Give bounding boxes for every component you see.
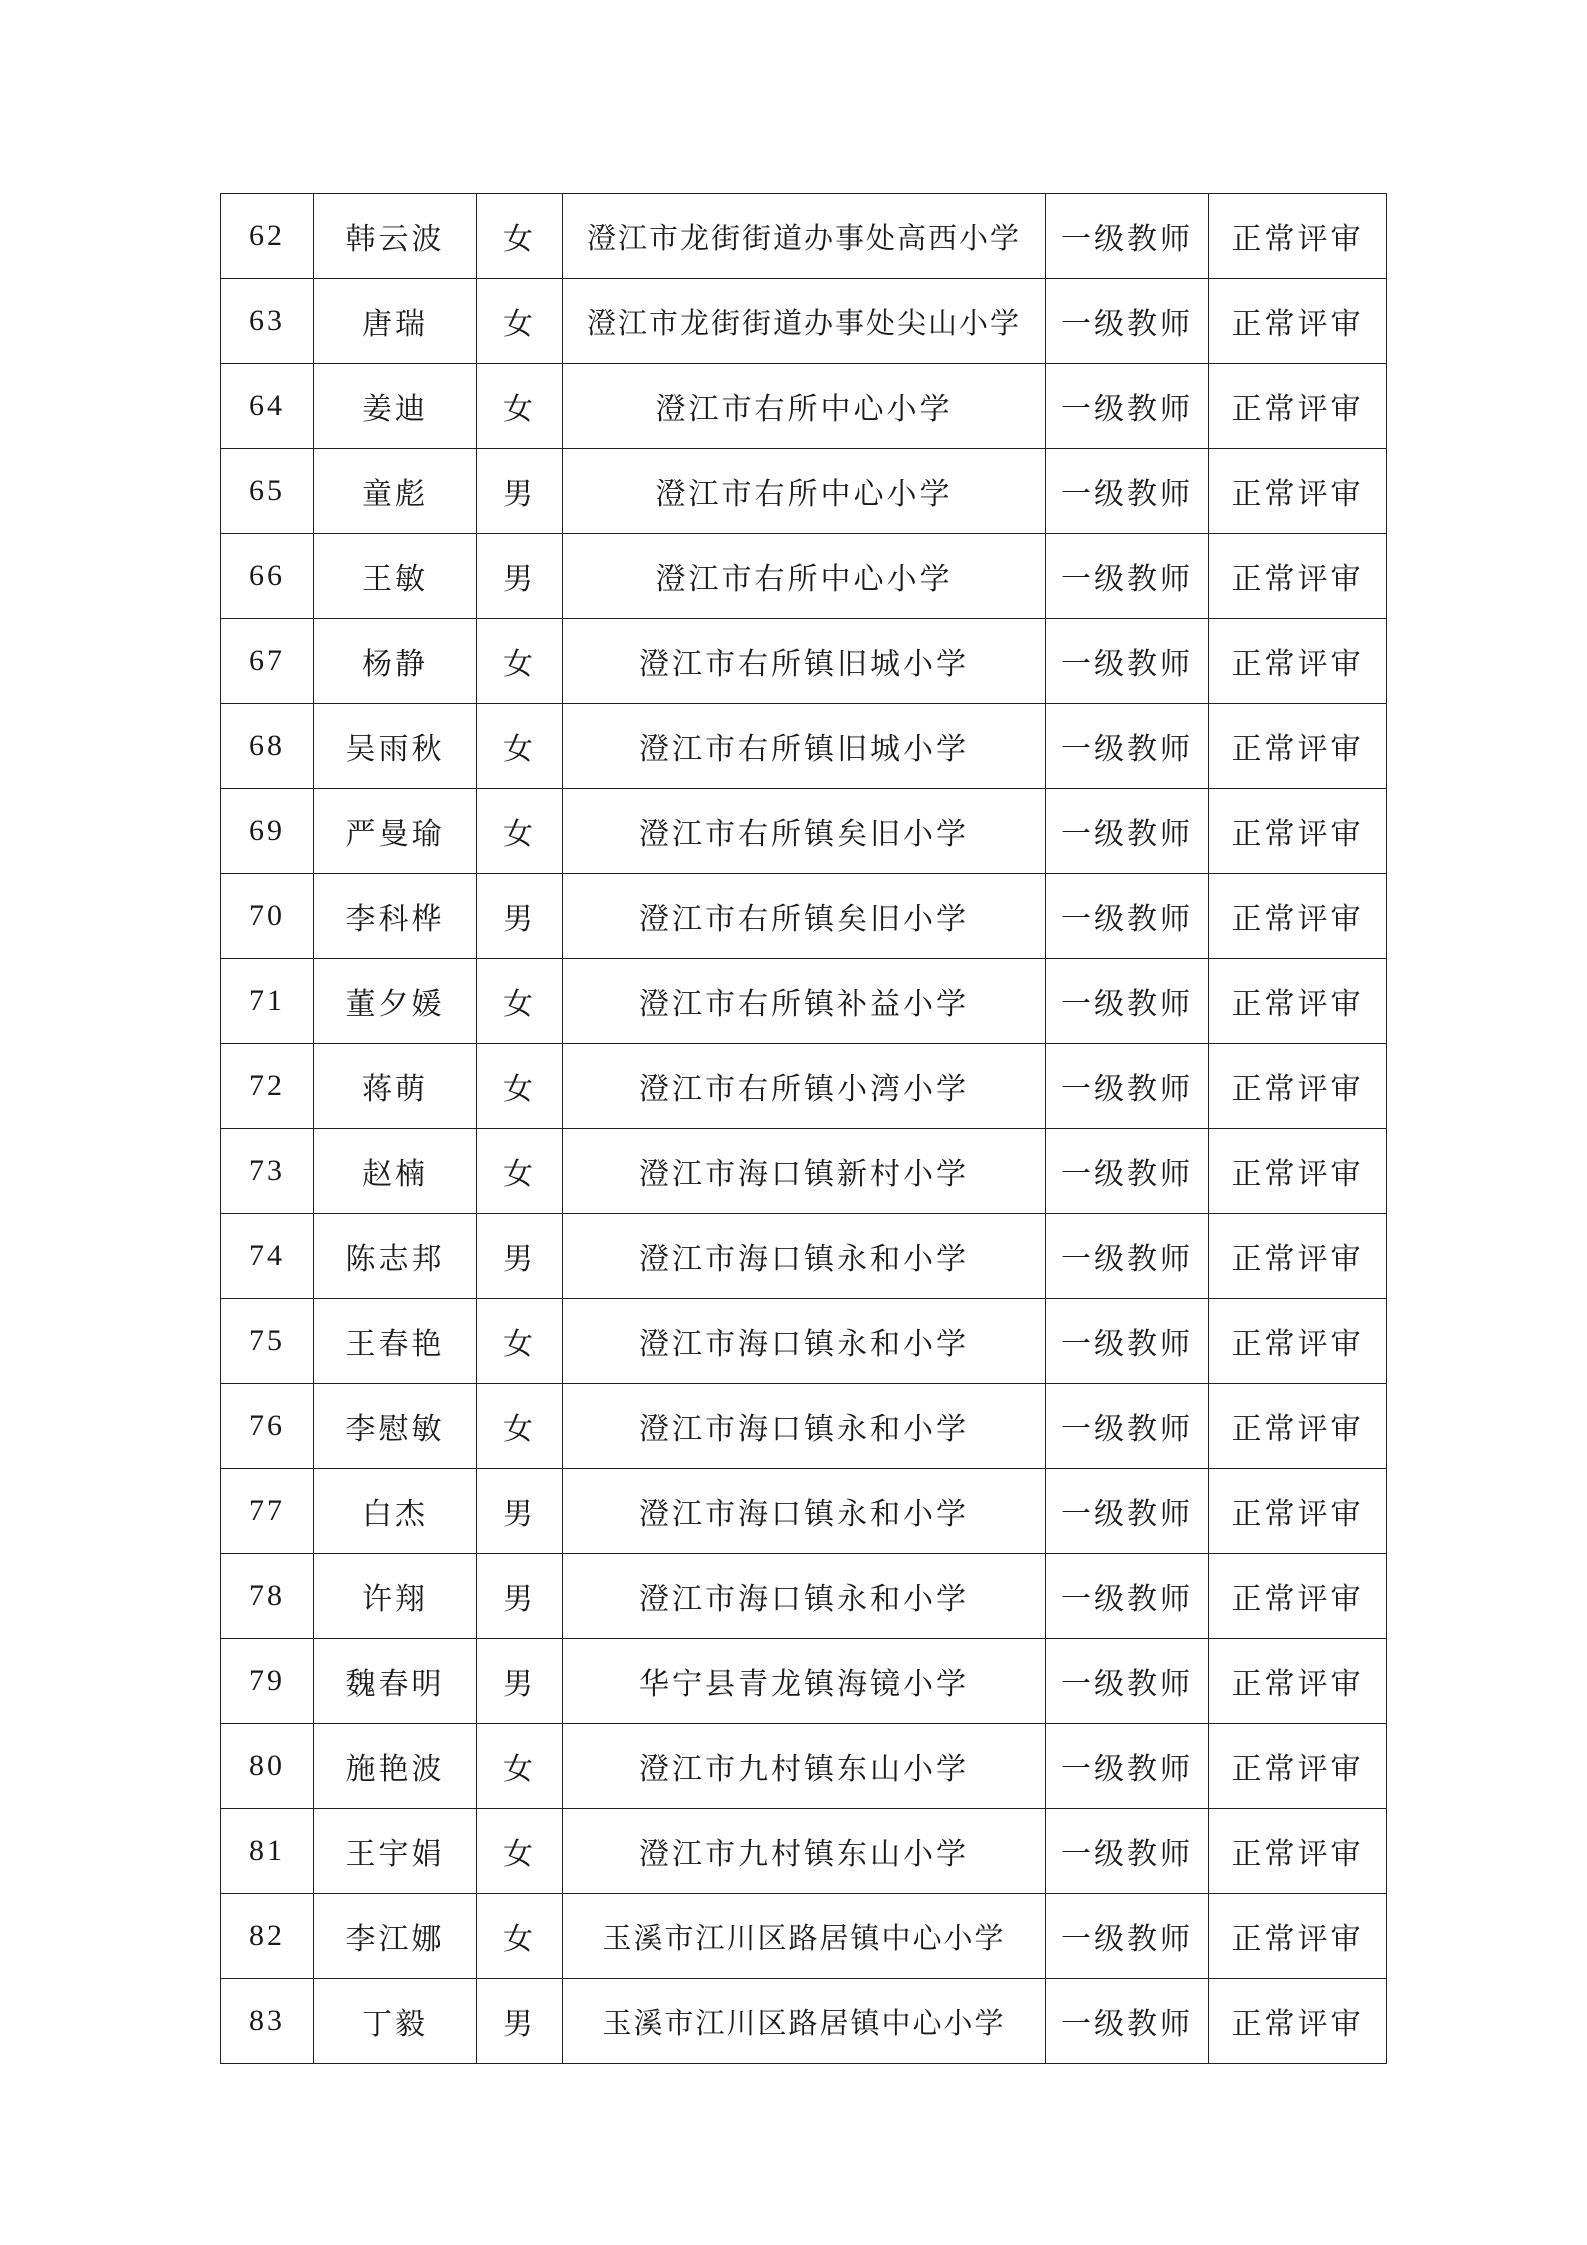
table-row (221, 1214, 1387, 1299)
table-row (221, 1639, 1387, 1724)
teacher-name: 王宇娟 (314, 1809, 477, 1894)
school-name: 澄江市海口镇新村小学 (563, 1129, 1046, 1214)
school-name: 澄江市龙街街道办事处尖山小学 (563, 279, 1046, 364)
teacher-gender: 女 (477, 279, 563, 364)
professional-title: 一级教师 (1046, 1979, 1209, 2064)
teacher-name: 赵楠 (314, 1129, 477, 1214)
row-number: 74 (221, 1214, 314, 1299)
review-status: 正常评审 (1209, 1299, 1387, 1384)
teacher-name: 童彪 (314, 449, 477, 534)
teacher-name: 吴雨秋 (314, 704, 477, 789)
row-number: 80 (221, 1724, 314, 1809)
review-status: 正常评审 (1209, 1554, 1387, 1639)
teacher-gender: 女 (477, 194, 563, 279)
table-row (221, 364, 1387, 449)
professional-title: 一级教师 (1046, 449, 1209, 534)
teacher-gender: 女 (477, 959, 563, 1044)
review-status: 正常评审 (1209, 1469, 1387, 1554)
table-row (221, 789, 1387, 874)
review-status: 正常评审 (1209, 874, 1387, 959)
table-row (221, 704, 1387, 789)
professional-title: 一级教师 (1046, 194, 1209, 279)
school-name: 澄江市龙街街道办事处高西小学 (563, 194, 1046, 279)
teacher-gender: 女 (477, 1724, 563, 1809)
school-name: 华宁县青龙镇海镜小学 (563, 1639, 1046, 1724)
teacher-gender: 男 (477, 1214, 563, 1299)
row-number: 68 (221, 704, 314, 789)
teacher-gender: 女 (477, 789, 563, 874)
professional-title: 一级教师 (1046, 1299, 1209, 1384)
review-status: 正常评审 (1209, 1894, 1387, 1979)
row-number: 76 (221, 1384, 314, 1469)
teacher-name: 李江娜 (314, 1894, 477, 1979)
review-status: 正常评审 (1209, 1384, 1387, 1469)
teacher-gender: 男 (477, 1554, 563, 1639)
table-row (221, 1299, 1387, 1384)
professional-title: 一级教师 (1046, 1894, 1209, 1979)
table-row (221, 1979, 1387, 2064)
professional-title: 一级教师 (1046, 789, 1209, 874)
row-number: 81 (221, 1809, 314, 1894)
school-name: 澄江市右所中心小学 (563, 449, 1046, 534)
teacher-gender: 女 (477, 1299, 563, 1384)
school-name: 澄江市右所镇矣旧小学 (563, 789, 1046, 874)
professional-title: 一级教师 (1046, 1724, 1209, 1809)
professional-title: 一级教师 (1046, 1214, 1209, 1299)
teacher-gender: 男 (477, 534, 563, 619)
teacher-gender: 男 (477, 1979, 563, 2064)
table-row (221, 1129, 1387, 1214)
row-number: 70 (221, 874, 314, 959)
review-status: 正常评审 (1209, 619, 1387, 704)
row-number: 83 (221, 1979, 314, 2064)
review-status: 正常评审 (1209, 1044, 1387, 1129)
teacher-gender: 男 (477, 1639, 563, 1724)
table-row (221, 1724, 1387, 1809)
row-number: 75 (221, 1299, 314, 1384)
row-number: 77 (221, 1469, 314, 1554)
teacher-name: 许翔 (314, 1554, 477, 1639)
school-name: 澄江市九村镇东山小学 (563, 1724, 1046, 1809)
table-row (221, 874, 1387, 959)
teacher-name: 李慰敏 (314, 1384, 477, 1469)
table-row (221, 194, 1387, 279)
row-number: 69 (221, 789, 314, 874)
teacher-name: 姜迪 (314, 364, 477, 449)
row-number: 79 (221, 1639, 314, 1724)
review-status: 正常评审 (1209, 704, 1387, 789)
professional-title: 一级教师 (1046, 364, 1209, 449)
review-status: 正常评审 (1209, 1724, 1387, 1809)
teacher-name: 杨静 (314, 619, 477, 704)
school-name: 澄江市海口镇永和小学 (563, 1469, 1046, 1554)
row-number: 62 (221, 194, 314, 279)
school-name: 澄江市右所中心小学 (563, 534, 1046, 619)
table-row (221, 959, 1387, 1044)
review-status: 正常评审 (1209, 194, 1387, 279)
school-name: 澄江市右所镇旧城小学 (563, 619, 1046, 704)
table-row (221, 449, 1387, 534)
table-row (221, 619, 1387, 704)
table-row (221, 1384, 1387, 1469)
row-number: 72 (221, 1044, 314, 1129)
teacher-roster-table (220, 193, 1387, 2064)
row-number: 64 (221, 364, 314, 449)
row-number: 65 (221, 449, 314, 534)
teacher-name: 王敏 (314, 534, 477, 619)
teacher-gender: 女 (477, 704, 563, 789)
professional-title: 一级教师 (1046, 874, 1209, 959)
school-name: 澄江市海口镇永和小学 (563, 1384, 1046, 1469)
table-row (221, 1469, 1387, 1554)
teacher-name: 丁毅 (314, 1979, 477, 2064)
teacher-gender: 男 (477, 874, 563, 959)
review-status: 正常评审 (1209, 364, 1387, 449)
school-name: 澄江市右所镇矣旧小学 (563, 874, 1046, 959)
review-status: 正常评审 (1209, 1639, 1387, 1724)
review-status: 正常评审 (1209, 1809, 1387, 1894)
review-status: 正常评审 (1209, 1214, 1387, 1299)
professional-title: 一级教师 (1046, 959, 1209, 1044)
teacher-gender: 女 (477, 1809, 563, 1894)
school-name: 澄江市右所镇补益小学 (563, 959, 1046, 1044)
school-name: 澄江市海口镇永和小学 (563, 1214, 1046, 1299)
professional-title: 一级教师 (1046, 1129, 1209, 1214)
school-name: 玉溪市江川区路居镇中心小学 (563, 1894, 1046, 1979)
table-row (221, 279, 1387, 364)
teacher-gender: 女 (477, 1384, 563, 1469)
teacher-name: 严曼瑜 (314, 789, 477, 874)
review-status: 正常评审 (1209, 1979, 1387, 2064)
teacher-name: 魏春明 (314, 1639, 477, 1724)
row-number: 63 (221, 279, 314, 364)
teacher-name: 白杰 (314, 1469, 477, 1554)
teacher-name: 施艳波 (314, 1724, 477, 1809)
professional-title: 一级教师 (1046, 279, 1209, 364)
table-row (221, 1554, 1387, 1639)
table-row (221, 1894, 1387, 1979)
teacher-name: 韩云波 (314, 194, 477, 279)
teacher-name: 王春艳 (314, 1299, 477, 1384)
review-status: 正常评审 (1209, 959, 1387, 1044)
professional-title: 一级教师 (1046, 1639, 1209, 1724)
teacher-gender: 女 (477, 619, 563, 704)
review-status: 正常评审 (1209, 449, 1387, 534)
roster-body (221, 194, 1387, 2064)
teacher-gender: 女 (477, 364, 563, 449)
teacher-gender: 男 (477, 449, 563, 534)
teacher-name: 唐瑞 (314, 279, 477, 364)
school-name: 玉溪市江川区路居镇中心小学 (563, 1979, 1046, 2064)
professional-title: 一级教师 (1046, 534, 1209, 619)
professional-title: 一级教师 (1046, 704, 1209, 789)
professional-title: 一级教师 (1046, 1469, 1209, 1554)
table-row (221, 534, 1387, 619)
teacher-name: 李科桦 (314, 874, 477, 959)
professional-title: 一级教师 (1046, 619, 1209, 704)
professional-title: 一级教师 (1046, 1384, 1209, 1469)
review-status: 正常评审 (1209, 789, 1387, 874)
school-name: 澄江市九村镇东山小学 (563, 1809, 1046, 1894)
professional-title: 一级教师 (1046, 1554, 1209, 1639)
review-status: 正常评审 (1209, 279, 1387, 364)
school-name: 澄江市右所中心小学 (563, 364, 1046, 449)
row-number: 67 (221, 619, 314, 704)
review-status: 正常评审 (1209, 534, 1387, 619)
teacher-name: 陈志邦 (314, 1214, 477, 1299)
table-row (221, 1809, 1387, 1894)
row-number: 66 (221, 534, 314, 619)
school-name: 澄江市海口镇永和小学 (563, 1554, 1046, 1639)
teacher-gender: 女 (477, 1129, 563, 1214)
row-number: 71 (221, 959, 314, 1044)
teacher-name: 董夕媛 (314, 959, 477, 1044)
teacher-gender: 女 (477, 1894, 563, 1979)
professional-title: 一级教师 (1046, 1044, 1209, 1129)
teacher-name: 蒋萌 (314, 1044, 477, 1129)
table-row (221, 1044, 1387, 1129)
teacher-gender: 女 (477, 1044, 563, 1129)
teacher-gender: 男 (477, 1469, 563, 1554)
row-number: 82 (221, 1894, 314, 1979)
review-status: 正常评审 (1209, 1129, 1387, 1214)
professional-title: 一级教师 (1046, 1809, 1209, 1894)
row-number: 78 (221, 1554, 314, 1639)
school-name: 澄江市右所镇旧城小学 (563, 704, 1046, 789)
school-name: 澄江市海口镇永和小学 (563, 1299, 1046, 1384)
school-name: 澄江市右所镇小湾小学 (563, 1044, 1046, 1129)
row-number: 73 (221, 1129, 314, 1214)
